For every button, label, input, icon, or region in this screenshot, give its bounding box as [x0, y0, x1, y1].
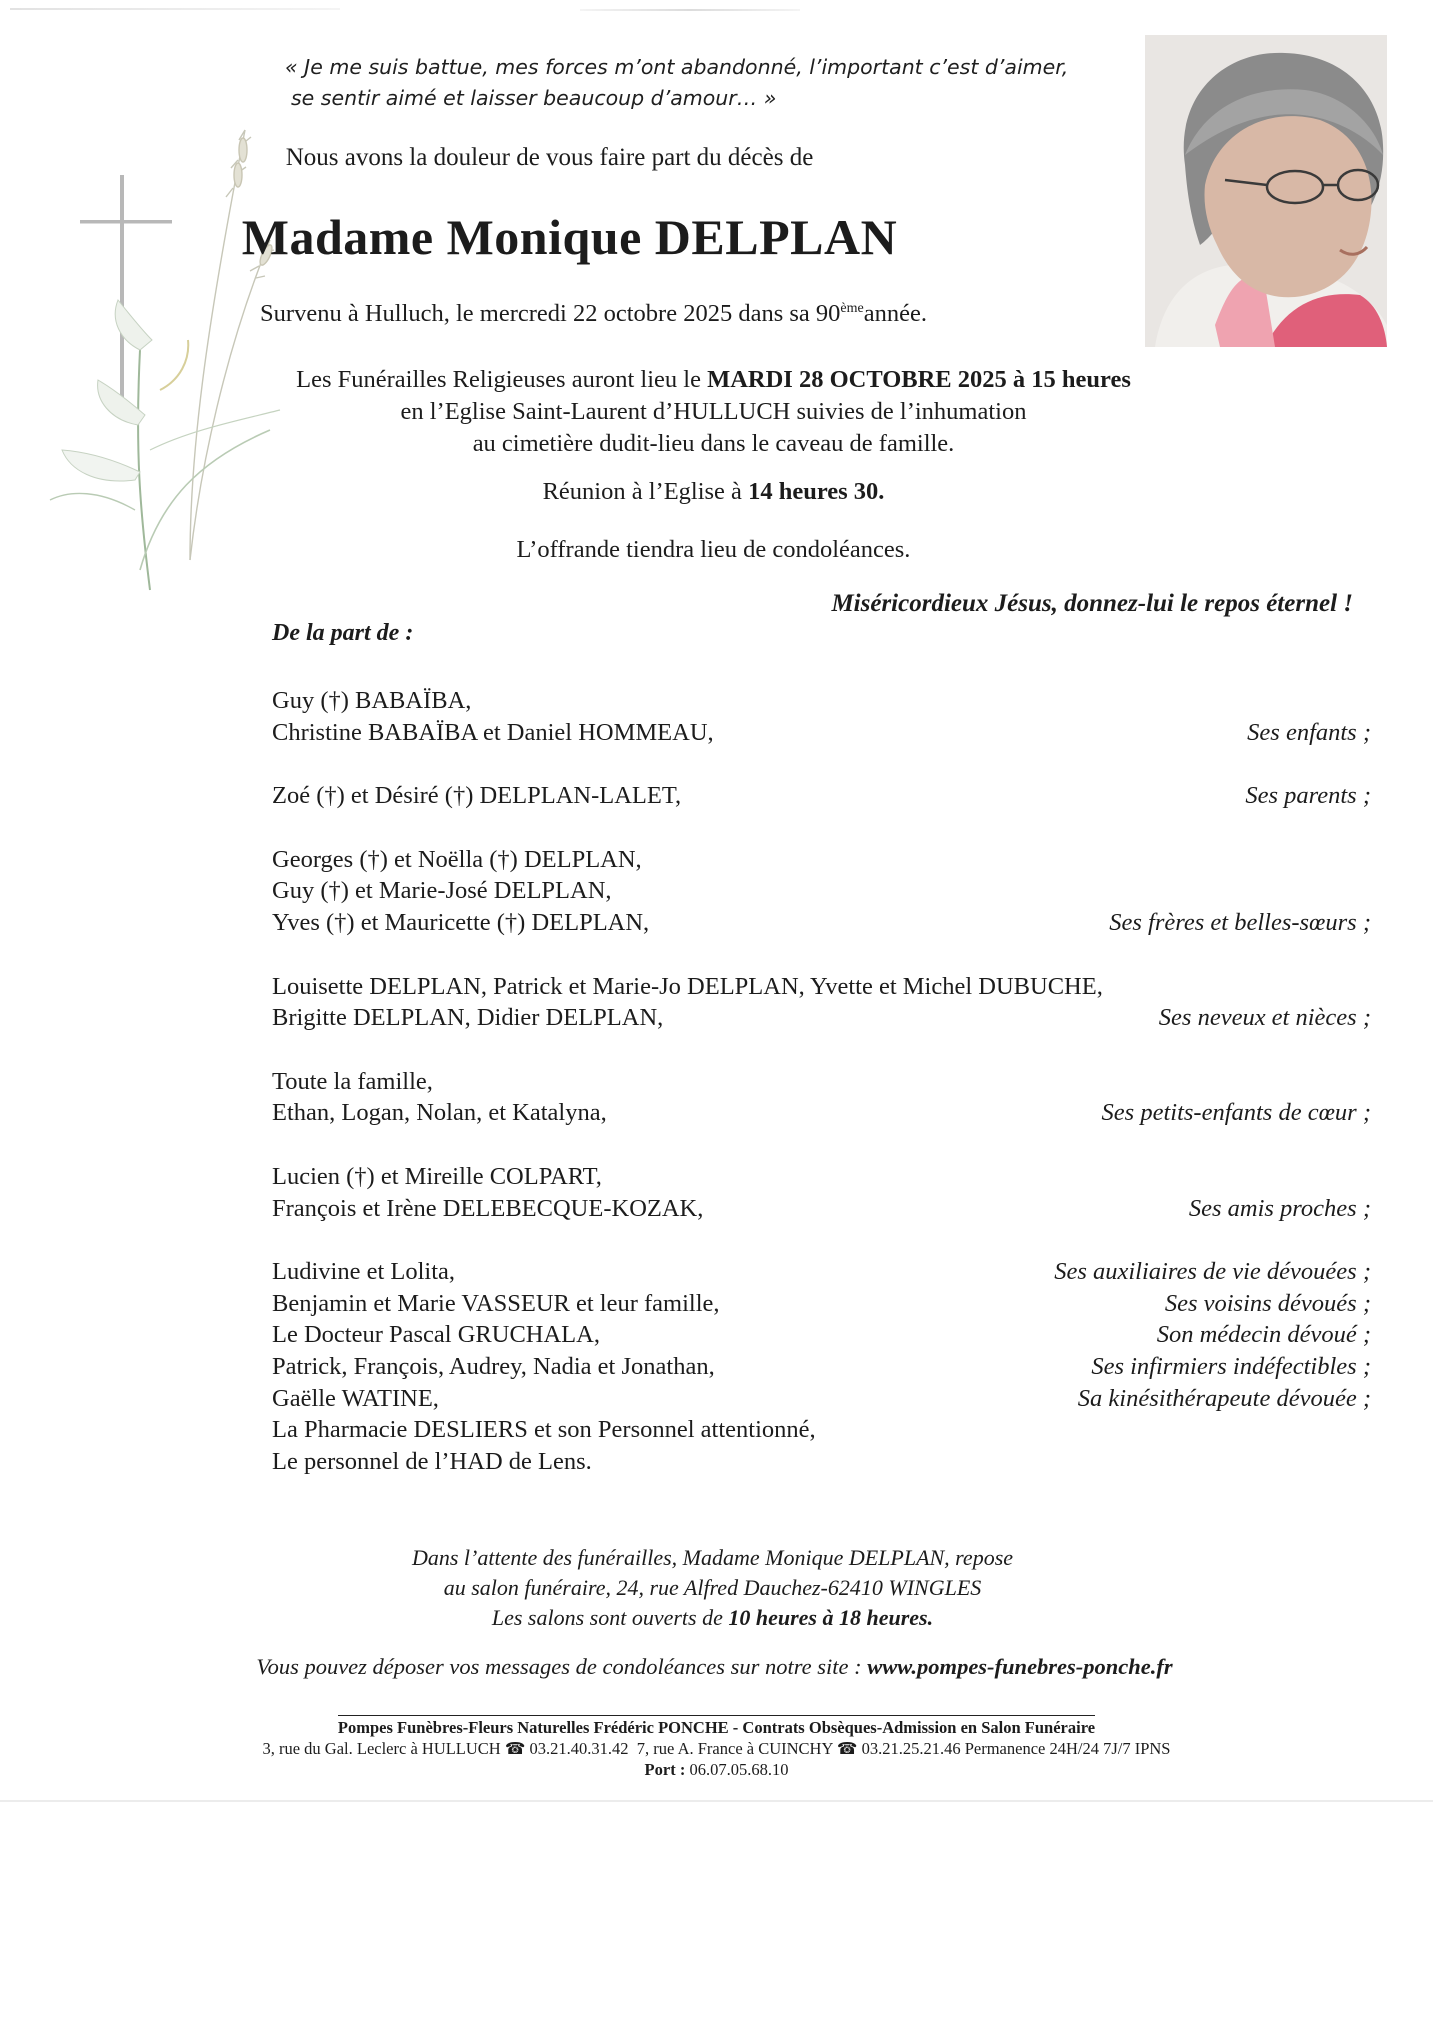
- family-relation: Ses auxiliaires de vie dévouées ;: [1054, 1258, 1371, 1286]
- family-relation: Ses frères et belles-sœurs ;: [1109, 908, 1371, 936]
- funeral-line-3: au cimetière dudit-lieu dans le caveau de famille.: [472, 430, 955, 457]
- family-row: [272, 1161, 1371, 1193]
- family-name: Le Docteur Pascal GRUCHALA,: [272, 1321, 600, 1349]
- family-row: [272, 1319, 1371, 1351]
- de-la-part-heading: De la part de :: [272, 620, 414, 646]
- group-spacer: [272, 1129, 1371, 1161]
- family-name: Zoé (†) et Désiré (†) DELPLAN-LALET,: [272, 782, 682, 810]
- family-name: Brigitte DELPLAN, Didier DELPLAN,: [272, 1004, 664, 1032]
- family-relation: Ses amis proches ;: [1188, 1194, 1371, 1222]
- deceased-name: Madame Monique DELPLAN: [241, 209, 898, 265]
- family-name: Louisette DELPLAN, Patrick et Marie-Jo DELPLAN, Yvette et Michel DUBUCHE,: [272, 972, 1103, 1000]
- scan-edge-bottom: [0, 1800, 1433, 1802]
- family-name: Ludivine et Lolita,: [272, 1258, 456, 1286]
- family-row: [272, 1288, 1371, 1320]
- address-cuinchy: 7, rue A. France à CUINCHY: [636, 1739, 833, 1758]
- reunion-time: 14 heures 30.: [748, 478, 885, 505]
- death-tail: année.: [863, 300, 927, 327]
- website-line: [0, 1652, 1431, 1682]
- group-spacer: [272, 812, 1371, 844]
- quote-line: se sentir aimé et laisser beaucoup d’amour… »: [291, 86, 777, 110]
- reunion-text: Réunion à l’Eglise à: [542, 478, 749, 505]
- family-name: Georges (†) et Noëlla (†) DELPLAN,: [272, 845, 642, 873]
- group-spacer: [272, 939, 1371, 971]
- family-row: [272, 780, 1371, 812]
- phone-cuinchy: 03.21.25.21.46: [861, 1739, 961, 1758]
- death-details: [0, 300, 1310, 328]
- group-spacer: [272, 1034, 1371, 1066]
- quote: [285, 52, 1068, 114]
- funeral-line-1: Les Funérailles Religieuses auront lieu le: [296, 366, 708, 393]
- family-relation: Ses infirmiers indéfectibles ;: [1091, 1352, 1371, 1380]
- family-row: [272, 1383, 1371, 1415]
- intro-text: Nous avons la douleur de vous faire part du décès de: [285, 144, 814, 171]
- group-spacer: [272, 1224, 1371, 1256]
- family-row: [272, 1097, 1371, 1129]
- family-name: Ethan, Logan, Nolan, et Katalyna,: [272, 1099, 607, 1127]
- family-relation: Ses petits-enfants de cœur ;: [1101, 1099, 1371, 1127]
- permanence: Permanence 24H/24 7J/7 IPNS: [964, 1739, 1171, 1758]
- death-superscript: ème: [840, 300, 864, 316]
- funeral-line-2: en l’Eglise Saint-Laurent d’HULLUCH suivies de l’inhumation: [400, 398, 1027, 425]
- scan-edge-top: [10, 8, 340, 10]
- family-row: [272, 1446, 1371, 1478]
- address-hulluch: 3, rue du Gal. Leclerc à HULLUCH: [262, 1739, 501, 1758]
- family-relation: Ses neveux et nièces ;: [1158, 1004, 1371, 1032]
- lodge-line-2: au salon funéraire, 24, rue Alfred Dauchez-62410 WINGLES: [443, 1575, 982, 1600]
- family-name: Toute la famille,: [272, 1067, 433, 1095]
- family-name: La Pharmacie DESLIERS et son Personnel attentionné,: [272, 1416, 816, 1444]
- family-row: [272, 1066, 1371, 1098]
- lodge-line-1: Dans l’attente des funérailles, Madame Monique DELPLAN, repose: [411, 1545, 1014, 1570]
- family-name: François et Irène DELEBECQUE-KOZAK,: [272, 1194, 704, 1222]
- family-row: [272, 717, 1371, 749]
- website-link[interactable]: www.pompes-funebres-ponche.fr: [867, 1654, 1173, 1679]
- family-name: Guy (†) BABAÏBA,: [272, 687, 472, 714]
- family-row: [272, 1256, 1371, 1288]
- family-row: [272, 844, 1371, 876]
- family-name: Guy (†) et Marie-José DELPLAN,: [272, 877, 612, 905]
- family-row: [272, 907, 1371, 939]
- offrande: L’offrande tiendra lieu de condoléances.: [516, 536, 911, 563]
- funeral-details: [0, 364, 1430, 460]
- death-text: Survenu à Hulluch, le mercredi 22 octobre 2025 dans sa 90: [260, 300, 841, 327]
- family-name: Gaëlle WATINE,: [272, 1384, 439, 1412]
- lodge-hours: 10 heures à 18 heures.: [728, 1605, 934, 1630]
- group-spacer: [272, 748, 1371, 780]
- prayer: Miséricordieux Jésus, donnez-lui le repos éternel !: [831, 590, 1353, 617]
- quote-line: « Je me suis battue, mes forces m’ont abandonné, l’important c’est d’aimer,: [285, 55, 1069, 79]
- phone-icon: ☎: [836, 1739, 858, 1758]
- family-relation: Ses enfants ;: [1247, 718, 1371, 746]
- family-row: [272, 875, 1371, 907]
- family-row: [272, 1193, 1371, 1225]
- website-text: Vous pouvez déposer vos messages de condoléances sur notre site :: [256, 1654, 868, 1679]
- port-number: 06.07.05.68.10: [689, 1760, 789, 1779]
- reunion: [0, 478, 1430, 506]
- family-row: [272, 1414, 1371, 1446]
- family-relation: Ses parents ;: [1245, 782, 1371, 810]
- port-label: Port :: [644, 1760, 686, 1779]
- family-name: Yves (†) et Mauricette (†) DELPLAN,: [272, 908, 650, 936]
- phone-icon: ☎: [504, 1739, 526, 1758]
- family-row: [272, 1002, 1371, 1034]
- phone-hulluch: 03.21.40.31.42: [529, 1739, 629, 1758]
- family-relation: Son médecin dévoué ;: [1156, 1321, 1371, 1349]
- family-name: Le personnel de l’HAD de Lens.: [272, 1447, 592, 1475]
- family-list: [272, 685, 1371, 1477]
- family-relation: Sa kinésithérapeute dévouée ;: [1077, 1384, 1371, 1412]
- company-info: [0, 1715, 1433, 1780]
- funeral-date: MARDI 28 OCTOBRE 2025 à 15 heures: [707, 366, 1131, 393]
- lodge-line-3: Les salons sont ouverts de: [491, 1605, 729, 1630]
- company-name: Pompes Funèbres-Fleurs Naturelles Frédéric PONCHE - Contrats Obsèques-Admission en Salon Funéraire: [338, 1715, 1095, 1738]
- family-row: [272, 1351, 1371, 1383]
- family-name: Lucien (†) et Mireille COLPART,: [272, 1162, 602, 1190]
- family-relation: Ses voisins dévoués ;: [1164, 1289, 1371, 1317]
- family-row: [272, 685, 1371, 717]
- family-name: Christine BABAÏBA et Daniel HOMMEAU,: [272, 718, 714, 746]
- family-row: [272, 971, 1371, 1003]
- family-name: Patrick, François, Audrey, Nadia et Jonathan,: [272, 1352, 715, 1380]
- scan-edge-top-2: [580, 9, 800, 11]
- announcement-intro: [0, 144, 1266, 172]
- family-name: Benjamin et Marie VASSEUR et leur famille,: [272, 1289, 720, 1317]
- lodge-info: [0, 1543, 1429, 1633]
